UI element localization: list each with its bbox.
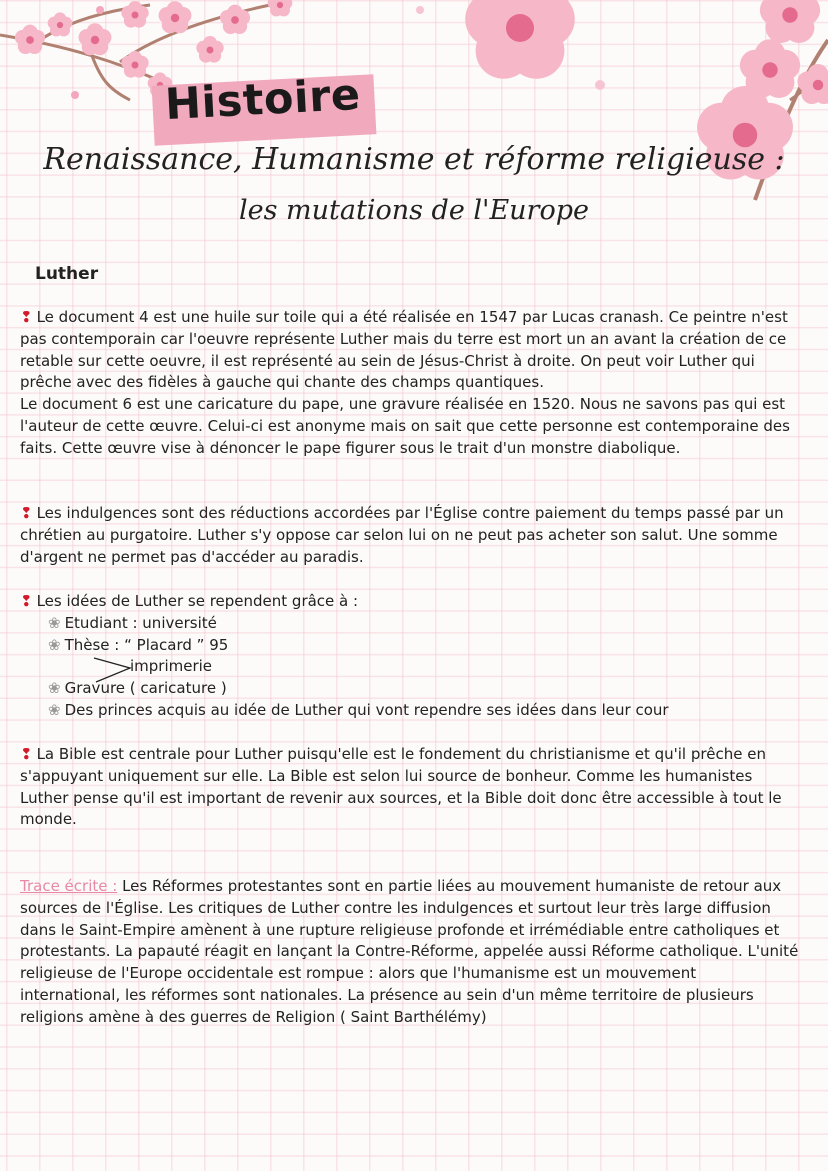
flower-bullet-icon: ❀ <box>48 700 61 719</box>
page-subtitle: les mutations de l'Europe <box>239 195 589 226</box>
list-item: ❀ Etudiant : université <box>48 613 217 632</box>
paragraph-text: Les indulgences sont des réductions accordées par l'Église contre paiement du temps passé par un chrétien au purgatoire. Luther s'y oppose car selon lui on ne peut pas acheter son salut. Une somme d'argent ne permet pas d'accéder au paradis. <box>20 504 784 566</box>
cherry-blossom-top <box>416 0 605 90</box>
paragraph-text: La Bible est centrale pour Luther puisqu'elle est le fondement du christianisme et qu'il prêche en s'appuyant uniquement sur elle. La Bible est selon lui source de bonheur. Comme les humanistes Luther pense qu'il est important de revenir aux sources, et la Bible doit donc être accessible à tout le monde. <box>20 745 782 829</box>
subject-title: Histoire <box>163 69 362 131</box>
exclamation-mark-icon: ❢ <box>20 745 33 763</box>
list-item-sub: imprimerie <box>130 657 213 676</box>
list-item: ❀ Des princes acquis au idée de Luther qui vont rependre ses idées dans leur cour <box>48 700 669 719</box>
paragraph-documents <box>20 307 800 460</box>
exclamation-mark-icon: ❢ <box>20 504 33 522</box>
paragraph-diffusion <box>20 591 800 722</box>
flower-bullet-icon: ❀ <box>48 613 61 632</box>
paragraph-text-2: Le document 6 est une caricature du pape, une gravure réalisée en 1520. Nous ne savons pas qui est l'auteur de cette œuvre. Celui-ci est anonyme mais on sait que cette personne est contemporaine des faits. Cette œuvre vise à dénoncer le pape figurer sous le trait d'un monstre diabolique. <box>20 395 790 457</box>
exclamation-mark-icon: ❢ <box>20 308 33 326</box>
paragraph-indulgences <box>20 503 800 568</box>
trace-text: Les Réformes protestantes sont en partie liées au mouvement humaniste de retour aux sources de l'Église. Les critiques de Luther contre les indulgences et surtout leur très large diffusion dans le Saint-Empire amènent à une rupture religieuse profonde et irrémédiable entre catholiques et protestants. La papauté réagit en lançant la Contre-Réforme, appelée aussi Réforme catholique. L'unité religieuse de l'Europe occidentale est rompue : alors que l'humanisme est un mouvement international, les réformes sont nationales. La présence au sein d'un même territoire de plusieurs religions amène à des guerres de Religion ( Saint Barthélémy) <box>20 877 799 1026</box>
list-item: ❀ Gravure ( caricature ) <box>48 679 227 698</box>
trace-label: Trace écrite : <box>20 877 118 895</box>
flower-bullet-icon: ❀ <box>48 635 61 654</box>
paragraph-text: Le document 4 est une huile sur toile qui a été réalisée en 1547 par Lucas cranash. Ce peintre n'est pas contemporain car l'oeuvre représente Luther mais du terre est mort un an avant la création de ce retable sur cette oeuvre, il est représenté au sein de Jésus-Christ à droite. On peut voir Luther qui prêche avec des fidèles à gauche qui chante des champs quantiques. <box>20 308 788 392</box>
trace-ecrite <box>20 876 800 1029</box>
section-heading: Luther <box>35 264 99 284</box>
paragraph-bible <box>20 744 800 831</box>
list-intro: Les idées de Luther se rependent grâce à : <box>36 592 359 610</box>
page-title: Renaissance, Humanisme et réforme religieuse : <box>43 142 785 177</box>
list-item: ❀ Thèse : “ Placard ” 95 <box>48 635 229 654</box>
exclamation-mark-icon: ❢ <box>20 592 33 610</box>
flower-bullet-icon: ❀ <box>48 679 61 698</box>
arrow-connector <box>92 654 137 684</box>
